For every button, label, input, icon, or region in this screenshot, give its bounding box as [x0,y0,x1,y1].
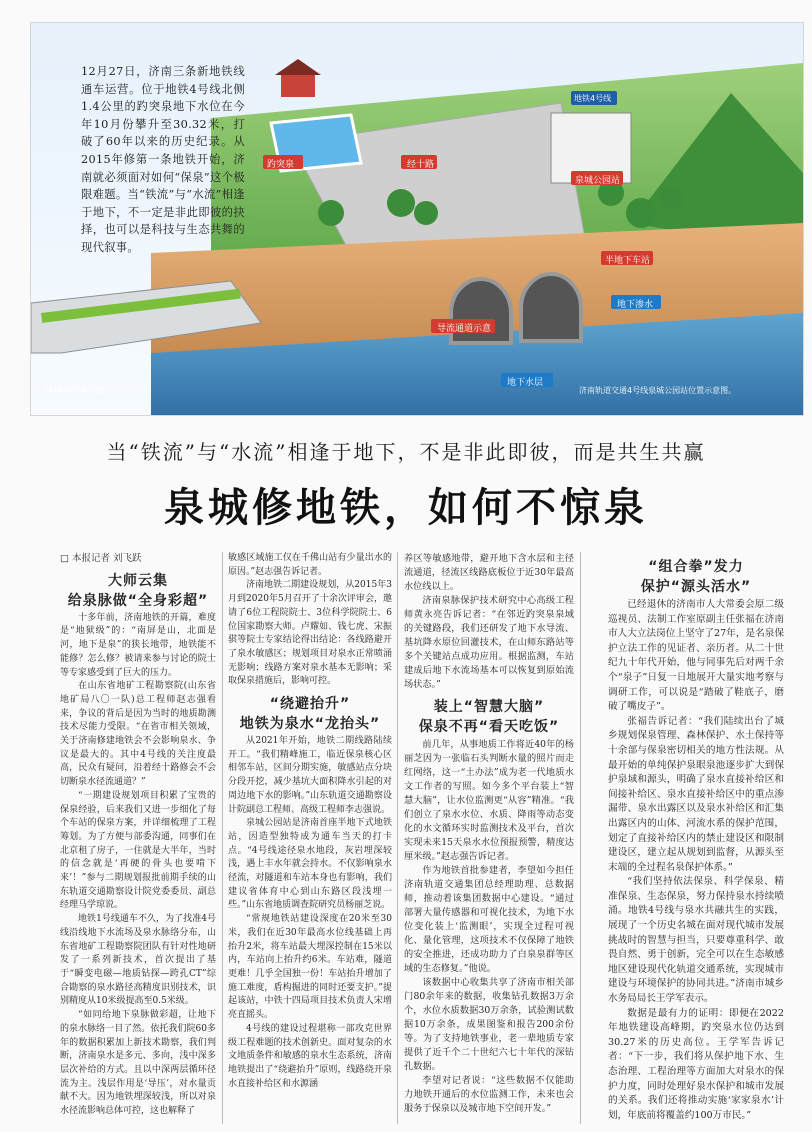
col1-paragraph: 十多年前，济南地铁的开篇，难度是“地狱级”的：“南屏是山，北面是河，地下是泉”的狭长地带，地铁能不能修？怎么修？被请来参与讨论的院士等专家感受到了巨大的压力。 [60,612,216,678]
col4-paragraph: “我们坚持依法保泉、科学保泉、精准保泉、生态保泉，努力保持泉水持续喷涌。地铁4号线与泉水共融共生的实践，展现了一个历史名城在面对现代城市发展挑战时的智慧与担当，只要尊重科学、敢畏自然、勇于创新，完全可以在生态敏感地区建设现代化轨道交通系统，实现城市建设与环境保护的协同共进。”济南市城乡水务局局长王学军表示。 [608,876,784,1005]
col3-paragraph: 养区等敏感地带，避开地下含水层和主径流通道，径流区线路底板位于近30年最高水位线以上。 [404,553,574,592]
column-divider [580,552,581,1124]
col3-paragraph: 济南泉脉保护技术研究中心高级工程师黄永亮告诉记者：“在邻近趵突泉泉域的关键路段，我们还研发了地下水导流、基坑降水原位回灌技术，在山师东路站等多个关键站点成功应用。根据监测，车站建成后地下水流场基本可以恢复到原始流场状态。” [404,595,574,690]
caption-left: 济南地铁4号线 [45,386,105,396]
col2-heading-2: 地铁为泉水“龙抬头” [239,716,381,733]
col4-heading-2: 保护“源头活水” [640,579,752,595]
col1-paragraph: “如同给地下泉脉做彩超，让地下的泉水脉络一目了然。依托我们院60多年的数据积累加上新技术勘察，我们判断，济南泉水是多元、多向，浅中深多层次补给的方式。且以中深两层循环径流为主。浅层作用是‘导压’，对水量贡献不大。因为地铁埋深较浅，所以对泉水径流影响总体可控，这也解释了 [60,1010,216,1117]
col4-paragraph: 已经退休的济南市人大常委会原二级巡视员、法制工作室原副主任张福在济南市人大立法岗位上坚守了27年，是名泉保护立法工作的见证者、亲历者。从二十世纪九十年代开始，他与同事先后对两千余个“泉子”日复一日地展开大量实地考察与调研工作，可以说是“踏破了鞋底子，磨破了嘴皮子”。 [608,599,784,713]
col3-paragraph: 前几年，从事地质工作将近40年的杨丽芝因为一张临石头判断水量的照片而走红网络，这一“土办法”成为老一代地质水文工作者的写照。如今多个平台装上“智慧大脑”，让水位监测更“从容”精准。“我们创立了泉水水位、水质、降雨等动态变化的水文循环实时监测技术及平台，首次实现未来15天泉水水位预报预警，精度达厘米级。”赵志强告诉记者。 [404,739,574,862]
col2-paragraph: 泉城公园站是济南首座半地下式地铁站，因造型独特成为通车当天的打卡点。“4号线途径泉水地段，灰岩埋深较浅，遇上丰水年就会持水。不仅影响泉水径流，对隧道和车站本身也有影响，我们建议省体育中心到山东路区段浅埋一些。”山东省地质调查院研究员杨丽芝说。 [228,818,392,911]
col1-paragraph: 在山东省地矿工程勘察院(山东省地矿局八〇一队)总工程师赵志强看来，争议的背后是因为当时的地质勘测技术尽能力受限。“在省市相关领域，关于济南修建地铁会不会影响泉水、争议是最大的。其中4号线的关注度最高，民众有疑问，沿着经十路修会不会切断泉水径流通道？” [60,681,216,788]
col3-paragraph: 李望对记者说：“这些数据不仅能助力地铁开通后的水位监测工作，未来也会服务于保泉以及城市地下空间开发。” [404,1075,574,1114]
col2-paragraph: 济南地铁二期建设规划，从2015年3月到2020年5月召开了十余次评审会，邀请了6位工程院院士、3位科学院院士、6位国家勘察大师。卢耀如、钱七虎、宋振骐等院士专家结论得出结论：各线路避开了泉水敏感区；规划项目对泉水正常喷涌无影响；线路方案对泉水基本无影响；采取保泉措施后，影响可控。 [228,580,392,687]
col2-heading-1: “绕避抬升” [269,696,351,713]
col1-heading-2: 给泉脉做“全身彩超” [67,592,209,609]
column-divider [222,552,223,1124]
col1-heading-1: 大师云集 [108,572,168,589]
label-banding: 半地下车站 [605,256,651,266]
column-2 [228,552,392,1091]
headline: 泉城修地铁，如何不惊泉 [164,485,648,531]
label-jing10: 经十路 [407,160,435,170]
label-metro-top: 地铁4号线 [574,94,612,103]
byline: □ 本报记者 刘飞跃 [60,553,142,564]
column-1 [60,552,216,1119]
col4-paragraph: 张福告诉记者：“我们陆续出台了城乡规划保泉管理、森林保护、水土保持等十余部与保泉密切相关的地方性法规。从最开始的单纯保护泉眼泉池逐步扩大到保护泉域和源头，明确了泉水直接补给区和间接补给区、泉水直接补给区中的重点渗漏带、泉水出露区以及泉水补给区和汇集出露区内的山体、河流水系的保护范围，划定了直接补给区内的禁止建设区和限制建设区，建立起从规划到监督，从源头至末端的全过程名泉保护体系。” [608,715,784,873]
col3-heading-1: 装上“智慧大脑” [433,699,545,715]
column-4 [608,552,784,1123]
col4-heading-1: “组合拳”发力 [648,559,744,575]
col2-paragraph: “常规地铁站建设深度在20米至30米，我们在近30年最高水位线基础上再抬升2米，将车站最大埋深控制在15米以内，车站向上抬升约6米。车站难，隧道更难！几乎全国独一份！车站抬升增加了施工难度，盾构掘进的同时还要支护。”提起该站，中铁十四局项目技术负责人宋增亮直摇头。 [228,914,392,1021]
col2-paragraph: 从2021年开始，地铁二期线路陆续开工。“我们精峰施工，临近保泉核心区相邻车站，区间分期实施，敏感站点分块分段开挖，减少基坑大面积降水引起的对周边地下水的影响。”山东轨道交通勘察设计院副总工程师、高级工程师李志强说。 [228,736,392,815]
intro-paragraph: 12月27日，济南三条新地铁线通车运营。位于地铁4号线北侧1.4公里的趵突泉地下水位在今年10月份攀升至30.32米，打破了60年以来的历史纪录。从2015年修第一条地铁开始，济南就必须面对如何“保泉”这个极限难题。当“铁流”与“水流”相逢于地下，不一定是非此即彼的抉择，也可以是科技与生态共舞的现代叙事。 [81,65,245,254]
subtitle: 当“铁流”与“水流”相逢于地下，不是非此即彼，而是共生共赢 [106,440,706,464]
label-daoliu: 导流通道示意 [437,324,492,334]
label-quancheng-station: 泉城公园站 [575,176,621,186]
label-underground-flow: 地下渗水 [617,300,654,310]
label-baotu: 趵突泉 [267,160,295,170]
caption-right: 济南轨道交通4号线泉城公园站位置示意图。 [579,386,737,395]
col2-paragraph: 4号线的建设过程堪称一部攻克世界级工程难题的技术创新史。面对复杂的水文地质条件和敏感的泉水生态系统，济南地铁提出了“绕避抬升”原则，线路绕开泉水直接补给区和水源涵 [228,1023,392,1089]
col3-heading-2: 保泉不再“看天吃饭” [418,719,560,735]
col1-paragraph: “一期建设规划项目积累了宝贵的保泉经验，后来我们又进一步细化了每个车站的保泉方案，并详细梳理了工程筹划。为了方便与部委沟通，同事们在北京租了房子，一住就是大半年，当时的信念就是‘再硬的骨头也要啃下来’！”参与二期规划报批前期手续的山东轨道交通勘察设计院党委委员、副总经理马学琼说。 [60,790,216,911]
col1-paragraph: 地铁1号线通车不久，为了找准4号线沿线地下水流场及泉水脉络分布，山东省地矿工程勘察院团队有针对性地研发了一系列新技术，首次提出了基于“瞬变电磁—地质钻探—跨孔CT”综合勘察的泉水路径高精度识别技术，识别精度从10米级提高至0.5米级。 [60,914,216,1007]
col3-paragraph: 作为地铁首批参建者，李望如今担任济南轨道交通集团总经理助理、总数据师，推动着该集团数据中心建设。“通过部署大量传感器和可视化技术，为地下水位变化装上‘监测眼’，实现全过程可视化、量化管理，这项技术不仅保障了地铁的安全推进，还成功助力了白泉泉群等区域的生态修复。”他说。 [404,865,574,974]
top-illustration-panel [30,22,804,416]
column-divider [397,552,398,1124]
label-aquifer: 地下水层 [507,378,544,388]
col2-paragraph: 敏感区域施工仅在千佛山站有少量出水的原因。”赵志强告诉记者。 [228,553,392,577]
col4-paragraph: 数据是最有力的证明：即便在2022年地铁建设高峰期，趵突泉水位仍达到30.27米的历史高位。王学军告诉记者：“下一步，我们将从保护地下水、生态治理、工程治理等方面加大对泉水的保护力度，同时处理好泉水保护和城市发展的关系。我们还将推动实施‘家家泉水’计划，年底前将覆盖约100万市民。” [608,1007,784,1121]
column-3 [404,552,574,1116]
col3-paragraph: 该数据中心收集共享了济南市相关部门80余年来的数据，收集钻孔数据3万余个，水位水质数据30万余条，试验测试数据10万余条，成果图鉴和报告200余份等。为了支持地铁事业，老一辈地质专家提供了近千个二十世纪六七十年代的深钻孔数据。 [404,977,574,1072]
